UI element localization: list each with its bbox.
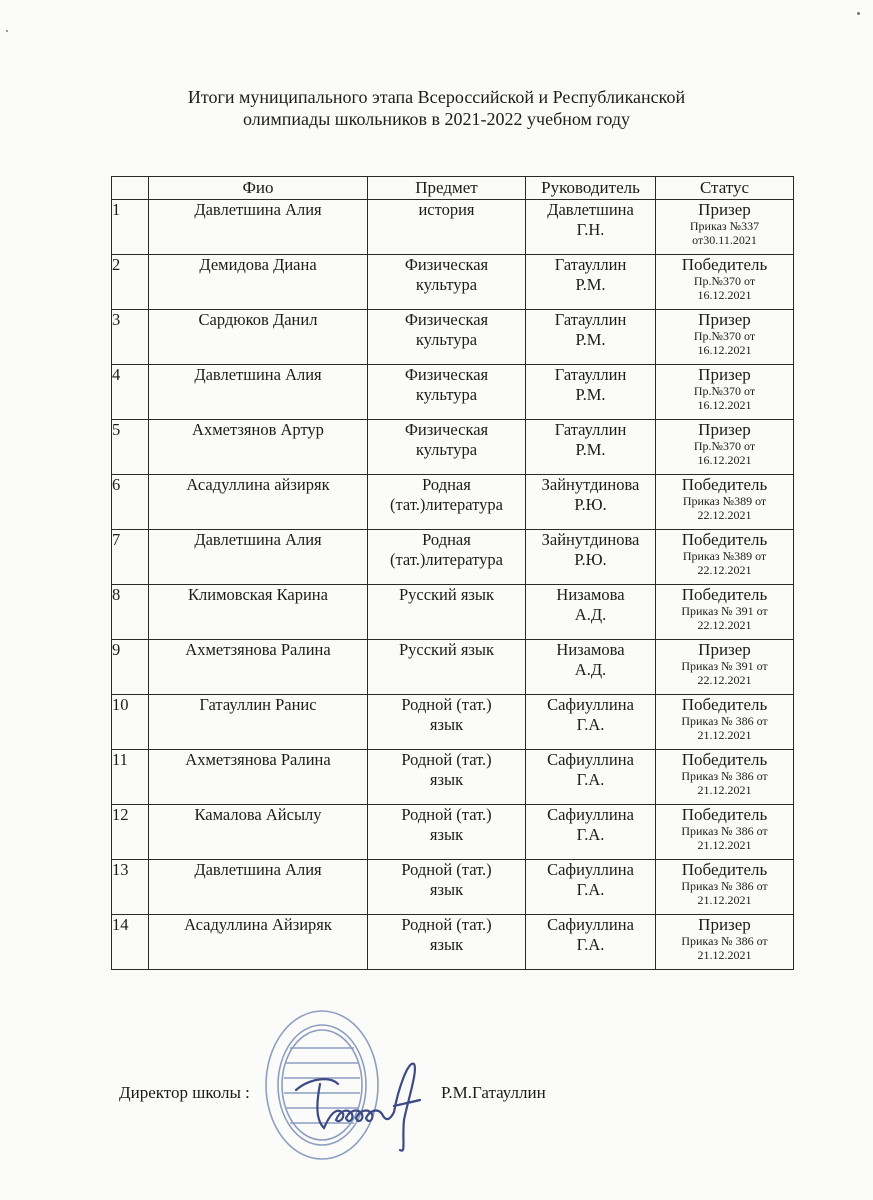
leader-line-2: Г.А. xyxy=(576,825,605,844)
subject-line-1: Родная xyxy=(422,530,471,549)
status-cell xyxy=(656,200,794,255)
subject-line-2: культура xyxy=(415,275,478,294)
row-number: 5 xyxy=(112,420,149,475)
row-number: 11 xyxy=(112,750,149,805)
order-line-2: 22.12.2021 xyxy=(697,618,752,632)
status-value: Победитель xyxy=(681,750,768,769)
order-line-1: Приказ № 386 от xyxy=(681,714,768,728)
leader-cell xyxy=(526,255,656,310)
row-number: 12 xyxy=(112,805,149,860)
row-number: 7 xyxy=(112,530,149,585)
order-line-2: 21.12.2021 xyxy=(697,893,752,907)
table-body xyxy=(112,200,794,970)
scan-speck xyxy=(857,12,860,15)
order-line-1: Пр.№370 от xyxy=(693,274,756,288)
subject-line-1: Родной (тат.) xyxy=(401,695,492,714)
results-table xyxy=(111,176,794,970)
status-cell xyxy=(656,255,794,310)
subject-line-2: язык xyxy=(429,880,464,899)
order-line-2: 16.12.2021 xyxy=(697,288,752,302)
header-subject: Предмет xyxy=(368,177,526,200)
row-number: 13 xyxy=(112,860,149,915)
leader-line-1: Низамова xyxy=(556,585,625,604)
order-line-2: 21.12.2021 xyxy=(697,783,752,797)
table-row xyxy=(112,365,794,420)
status-value: Победитель xyxy=(681,255,768,274)
subject-cell xyxy=(368,200,526,255)
subject-line-2: язык xyxy=(429,715,464,734)
subject-cell xyxy=(368,805,526,860)
order-line-2: 22.12.2021 xyxy=(697,673,752,687)
leader-line-1: Гатауллин xyxy=(554,255,627,274)
leader-line-2: Р.М. xyxy=(575,440,606,459)
row-number: 1 xyxy=(112,200,149,255)
status-value: Призер xyxy=(698,420,751,439)
table-row xyxy=(112,255,794,310)
leader-cell xyxy=(526,860,656,915)
header-name: Фио xyxy=(149,177,368,200)
leader-line-2: Р.М. xyxy=(575,385,606,404)
status-cell xyxy=(656,860,794,915)
subject-cell xyxy=(368,475,526,530)
subject-line-2: культура xyxy=(415,385,478,404)
status-cell xyxy=(656,695,794,750)
order-line-1: Пр.№370 от xyxy=(693,329,756,343)
table-row xyxy=(112,695,794,750)
subject-cell xyxy=(368,640,526,695)
subject-line-1: Родной (тат.) xyxy=(401,915,492,934)
subject-cell xyxy=(368,585,526,640)
director-signature xyxy=(290,1050,440,1160)
leader-cell xyxy=(526,365,656,420)
subject-line-1: история xyxy=(418,200,475,219)
director-label: Директор школы : xyxy=(119,1083,250,1102)
subject-line-1: Родной (тат.) xyxy=(401,805,492,824)
subject-line-1: Физическая xyxy=(404,420,489,439)
status-value: Победитель xyxy=(681,475,768,494)
status-cell xyxy=(656,640,794,695)
leader-line-2: Р.Ю. xyxy=(574,550,607,569)
leader-cell xyxy=(526,530,656,585)
row-number: 9 xyxy=(112,640,149,695)
row-number: 6 xyxy=(112,475,149,530)
student-name: Асадуллина Айзиряк xyxy=(149,915,368,970)
subject-cell xyxy=(368,860,526,915)
leader-line-2: Г.А. xyxy=(576,715,605,734)
subject-line-1: Русский язык xyxy=(398,585,495,604)
leader-line-2: Р.Ю. xyxy=(574,495,607,514)
leader-cell xyxy=(526,310,656,365)
leader-cell xyxy=(526,475,656,530)
student-name: Камалова Айсылу xyxy=(149,805,368,860)
header-status: Статус xyxy=(656,177,794,200)
table-row xyxy=(112,585,794,640)
order-line-1: Приказ №389 от xyxy=(682,549,767,563)
status-value: Победитель xyxy=(681,585,768,604)
leader-line-1: Сафиуллина xyxy=(547,750,634,769)
table-row xyxy=(112,530,794,585)
leader-line-2: А.Д. xyxy=(574,605,607,624)
status-cell xyxy=(656,530,794,585)
document-title xyxy=(0,86,873,130)
subject-line-2: язык xyxy=(429,825,464,844)
director-name: Р.М.Гатауллин xyxy=(441,1083,546,1102)
header-leader: Руководитель xyxy=(526,177,656,200)
status-cell xyxy=(656,805,794,860)
status-value: Победитель xyxy=(681,860,768,879)
row-number: 10 xyxy=(112,695,149,750)
subject-line-2: (тат.)литература xyxy=(390,495,503,514)
leader-cell xyxy=(526,640,656,695)
status-value: Победитель xyxy=(681,530,768,549)
leader-cell xyxy=(526,695,656,750)
status-cell xyxy=(656,420,794,475)
subject-line-2: язык xyxy=(429,770,464,789)
order-line-1: Приказ №337 xyxy=(689,219,760,233)
leader-line-1: Гатауллин xyxy=(554,310,627,329)
leader-line-2: Г.А. xyxy=(576,770,605,789)
subject-line-1: Русский язык xyxy=(398,640,495,659)
student-name: Давлетшина Алия xyxy=(149,530,368,585)
status-value: Призер xyxy=(698,640,751,659)
order-line-2: от30.11.2021 xyxy=(692,233,757,247)
order-line-1: Приказ №389 от xyxy=(682,494,767,508)
leader-line-1: Низамова xyxy=(556,640,625,659)
subject-cell xyxy=(368,750,526,805)
table-row xyxy=(112,750,794,805)
status-cell xyxy=(656,475,794,530)
subject-line-2: язык xyxy=(429,935,464,954)
table-row xyxy=(112,860,794,915)
status-cell xyxy=(656,585,794,640)
student-name: Асадуллина айзиряк xyxy=(149,475,368,530)
table-row xyxy=(112,475,794,530)
order-line-2: 21.12.2021 xyxy=(697,948,752,962)
leader-line-2: Г.Н. xyxy=(576,220,605,239)
status-cell xyxy=(656,310,794,365)
subject-cell xyxy=(368,695,526,750)
scan-speck xyxy=(6,30,8,32)
subject-cell xyxy=(368,310,526,365)
order-line-1: Приказ № 386 от xyxy=(681,769,768,783)
subject-line-2: (тат.)литература xyxy=(390,550,503,569)
subject-cell xyxy=(368,420,526,475)
leader-line-1: Гатауллин xyxy=(554,365,627,384)
leader-cell xyxy=(526,585,656,640)
table-row xyxy=(112,200,794,255)
subject-cell xyxy=(368,365,526,420)
subject-cell xyxy=(368,915,526,970)
header-number xyxy=(112,177,149,200)
subject-line-2: культура xyxy=(415,440,478,459)
student-name: Сардюков Данил xyxy=(149,310,368,365)
order-line-1: Приказ № 391 от xyxy=(681,604,768,618)
leader-line-1: Давлетшина xyxy=(547,200,634,219)
subject-line-1: Физическая xyxy=(404,365,489,384)
row-number: 3 xyxy=(112,310,149,365)
row-number: 4 xyxy=(112,365,149,420)
status-value: Призер xyxy=(698,200,751,219)
status-cell xyxy=(656,750,794,805)
order-line-2: 21.12.2021 xyxy=(697,728,752,742)
status-value: Победитель xyxy=(681,695,768,714)
student-name: Давлетшина Алия xyxy=(149,860,368,915)
subject-line-1: Физическая xyxy=(404,310,489,329)
student-name: Климовская Карина xyxy=(149,585,368,640)
leader-cell xyxy=(526,805,656,860)
status-value: Победитель xyxy=(681,805,768,824)
order-line-1: Приказ № 386 от xyxy=(681,879,768,893)
subject-line-2: культура xyxy=(415,330,478,349)
student-name: Ахметзянова Ралина xyxy=(149,750,368,805)
table-row xyxy=(112,805,794,860)
leader-line-2: Г.А. xyxy=(576,935,605,954)
student-name: Давлетшина Алия xyxy=(149,365,368,420)
subject-line-1: Родная xyxy=(422,475,471,494)
order-line-1: Приказ № 391 от xyxy=(681,659,768,673)
leader-cell xyxy=(526,750,656,805)
table-row xyxy=(112,420,794,475)
leader-cell xyxy=(526,915,656,970)
leader-cell xyxy=(526,200,656,255)
table-header-row xyxy=(112,177,794,200)
student-name: Ахметзянов Артур xyxy=(149,420,368,475)
order-line-1: Приказ № 386 от xyxy=(681,934,768,948)
order-line-1: Приказ № 386 от xyxy=(681,824,768,838)
order-line-2: 16.12.2021 xyxy=(697,398,752,412)
leader-line-2: Р.М. xyxy=(575,275,606,294)
subject-line-1: Родной (тат.) xyxy=(401,750,492,769)
leader-line-1: Сафиуллина xyxy=(547,915,634,934)
status-cell xyxy=(656,365,794,420)
student-name: Давлетшина Алия xyxy=(149,200,368,255)
leader-cell xyxy=(526,420,656,475)
order-line-2: 16.12.2021 xyxy=(697,343,752,357)
status-value: Призер xyxy=(698,915,751,934)
order-line-2: 22.12.2021 xyxy=(697,508,752,522)
order-line-2: 16.12.2021 xyxy=(697,453,752,467)
student-name: Демидова Диана xyxy=(149,255,368,310)
status-value: Призер xyxy=(698,365,751,384)
table-row xyxy=(112,915,794,970)
order-line-2: 21.12.2021 xyxy=(697,838,752,852)
leader-line-2: А.Д. xyxy=(574,660,607,679)
leader-line-1: Сафиуллина xyxy=(547,695,634,714)
subject-cell xyxy=(368,255,526,310)
status-value: Призер xyxy=(698,310,751,329)
row-number: 14 xyxy=(112,915,149,970)
order-line-1: Пр.№370 от xyxy=(693,439,756,453)
subject-line-1: Родной (тат.) xyxy=(401,860,492,879)
leader-line-1: Сафиуллина xyxy=(547,860,634,879)
leader-line-1: Сафиуллина xyxy=(547,805,634,824)
table-row xyxy=(112,640,794,695)
subject-cell xyxy=(368,530,526,585)
leader-line-1: Зайнутдинова xyxy=(541,475,640,494)
order-line-2: 22.12.2021 xyxy=(697,563,752,577)
row-number: 2 xyxy=(112,255,149,310)
title-line-2: олимпиады школьников в 2021-2022 учебном году xyxy=(243,109,630,129)
leader-line-2: Г.А. xyxy=(576,880,605,899)
student-name: Гатауллин Ранис xyxy=(149,695,368,750)
student-name: Ахметзянова Ралина xyxy=(149,640,368,695)
leader-line-2: Р.М. xyxy=(575,330,606,349)
order-line-1: Пр.№370 от xyxy=(693,384,756,398)
title-line-1: Итоги муниципального этапа Всероссийской и Республиканской xyxy=(187,87,686,107)
subject-line-1: Физическая xyxy=(404,255,489,274)
handwritten-signature-icon xyxy=(290,1050,440,1160)
table-row xyxy=(112,310,794,365)
leader-line-1: Зайнутдинова xyxy=(541,530,640,549)
row-number: 8 xyxy=(112,585,149,640)
leader-line-1: Гатауллин xyxy=(554,420,627,439)
status-cell xyxy=(656,915,794,970)
